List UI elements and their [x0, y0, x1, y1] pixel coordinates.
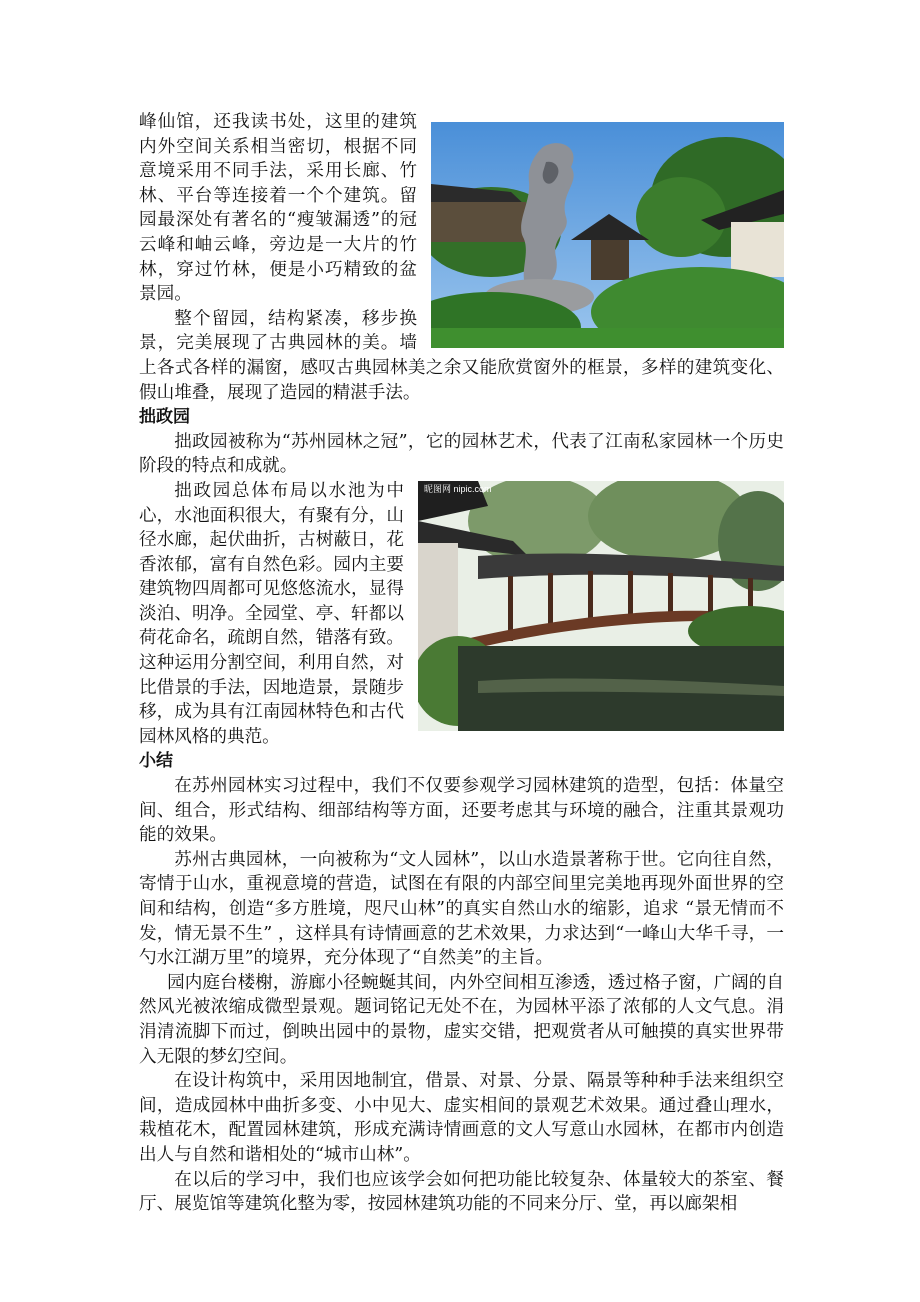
- photo-watermark: 昵图网 nipic.com: [424, 483, 492, 494]
- text-column: [139, 110, 784, 1217]
- paragraph-summary-future: 在以后的学习中，我们也应该学会如何把功能比较复杂、体量较大的茶室、餐厅、展览馆等建筑化整为零，按园林建筑功能的不同来分厅、堂，再以廊架相: [139, 1169, 784, 1215]
- paragraph-summary-practice: 在苏州园林实习过程中，我们不仅要参观学习园林建筑的造型，包括：体量空间、组合，形式结构、细部结构等方面，还要考虑其与环境的融合，注重其景观功能的效果。: [139, 776, 784, 846]
- paragraph-summary-design: 在设计构筑中，采用因地制宜，借景、对景、分景、隔景等种种手法来组织空间，造成园林中曲折多变、小中见大、虚实相间的景观艺术效果。通过叠山理水，栽植花木，配置园林建筑，形成充满诗情画意的文人写意山水园林，在都市内创造出人与自然和谐相处的“城市山林”。: [139, 1071, 784, 1165]
- liuyuan-rockery-photo: [431, 122, 784, 348]
- heading-summary: 小结: [139, 751, 173, 772]
- paragraph-zhuozheng-crown: 拙政园被称为“苏州园林之冠”，它的园林艺术，代表了江南私家园林一个历史阶段的特点和成就。: [139, 431, 784, 477]
- paragraph-summary-courtyard: 园内庭台楼榭，游廊小径蜿蜒其间，内外空间相互渗透，透过格子窗，广阔的自然风光被浓缩成微型景观。题词铭记无处不在，为园林平添了浓郁的人文气息。涓涓清流脚下而过，倒映出园中的景物，虚实交错，把观赏者从可触摸的真实世界带入无限的梦幻空间。: [139, 972, 784, 1067]
- paragraph-zhuozheng-layout: 拙政园总体布局以水池为中心，水池面积很大，有聚有分，山径水廊，起伏曲折，古树蔽日，花香浓郁，富有自然色彩。园内主要建筑物四周都可见悠悠流水，显得淡泊、明净。全园堂、亭、轩都以荷花命名，疏朗自然，错落有致。这种运用分割空间，利用自然，对比借景的手法，因地造景，景随步移，成为具有江南园林特色和古代园林风格的典范。: [139, 480, 404, 747]
- paragraph-liuyuan-summary: 整个留园，结构紧凑，移步换景，完美展现了古典园林的美。墙上各式各样的漏窗，感叹古典园林美之余又能欣赏窗外的框景，多样的建筑变化、假山堆叠，展现了造园的精湛手法。: [139, 308, 784, 403]
- heading-zhuozhengyuan: 拙政园: [139, 407, 190, 428]
- paragraph-summary-literati: 苏州古典园林，一向被称为“文人园林”，以山水造景著称于世。它向往自然，寄情于山水，重视意境的营造，试图在有限的内部空间里完美地再现外面世界的空间和结构，创造“多方胜境，咫尺山林”的真实自然山水的缩影，追求 “景无情而不发，情无景不生” ，这样具有诗情画意的艺术效果，力求达到“一峰山大华千寻，一勺水江湖万里”的境界，充分体现了“自然美”的主旨。: [139, 849, 784, 969]
- paragraph-liuyuan-intro: 峰仙馆，还我读书处，这里的建筑内外空间关系相当密切，根据不同意境采用不同手法，采用长廊、竹林、平台等连接着一个个建筑。留园最深处有著名的“瘦皱漏透”的冠云峰和岫云峰，旁边是一大片的竹林，穿过竹林，便是小巧精致的盆景园。: [139, 112, 417, 305]
- zhuozhengyuan-corridor-photo: [418, 481, 784, 731]
